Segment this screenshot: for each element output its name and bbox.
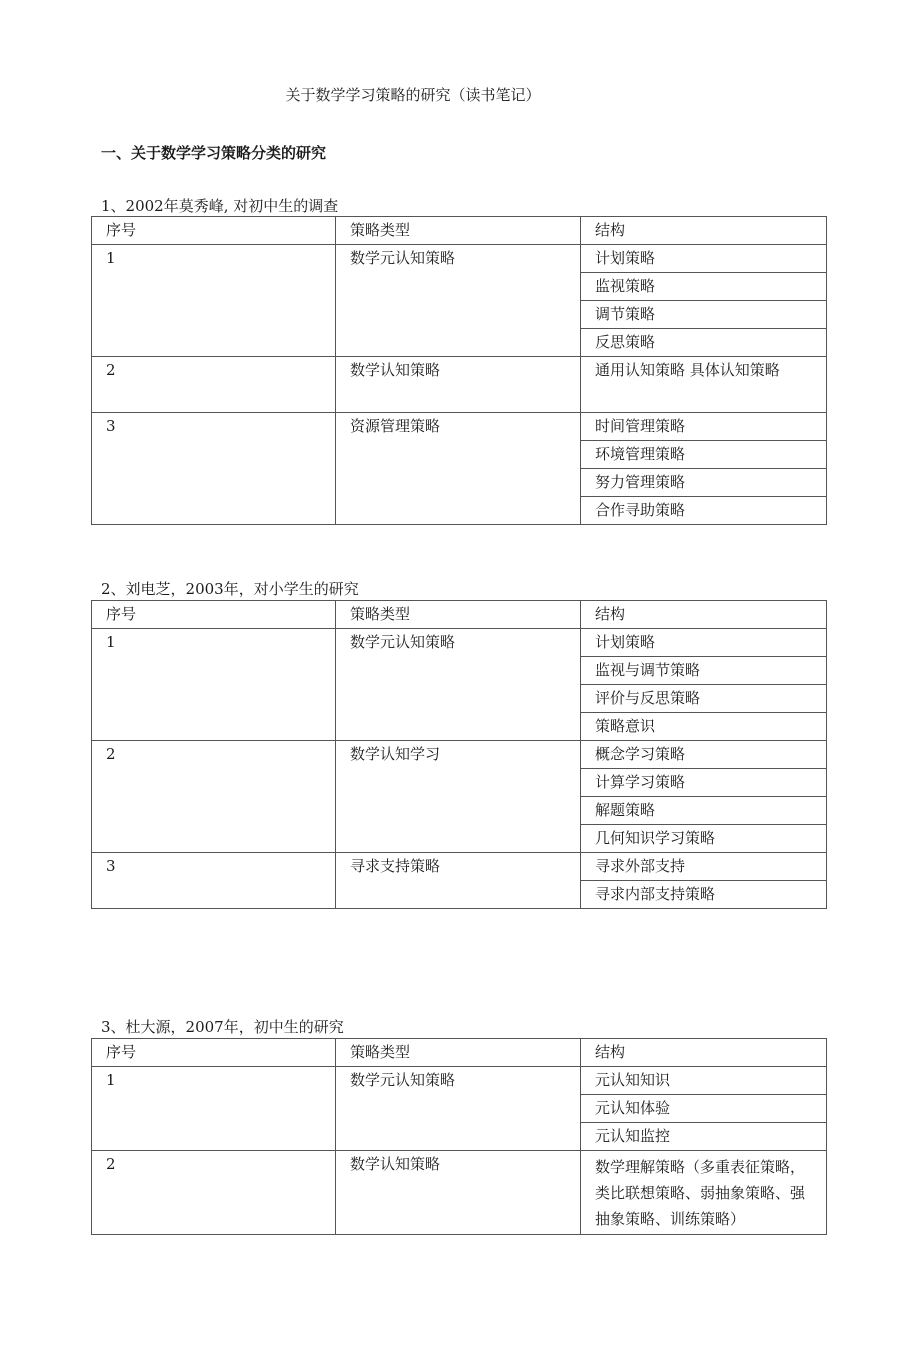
row-no: 3 <box>92 853 336 909</box>
struct-item: 评价与反思策略 <box>581 685 827 713</box>
row-no: 1 <box>92 629 336 741</box>
struct-item: 解题策略 <box>581 797 827 825</box>
table-row <box>92 1151 827 1235</box>
header-no: 序号 <box>92 1039 336 1067</box>
header-struct: 结构 <box>581 1039 827 1067</box>
struct-item: 调节策略 <box>581 301 827 329</box>
row-type: 数学认知策略 <box>336 1151 581 1235</box>
table1 <box>91 216 827 525</box>
struct-item: 计划策略 <box>581 245 827 273</box>
table-row <box>92 245 827 273</box>
row-type: 数学认知策略 <box>336 357 581 413</box>
header-struct: 结构 <box>581 601 827 629</box>
struct-item: 努力管理策略 <box>581 469 827 497</box>
table-row <box>92 1067 827 1095</box>
table2 <box>91 600 827 909</box>
row-no: 3 <box>92 413 336 525</box>
header-type: 策略类型 <box>336 601 581 629</box>
row-type: 数学认知学习 <box>336 741 581 853</box>
header-no: 序号 <box>92 217 336 245</box>
header-no: 序号 <box>92 601 336 629</box>
struct-item: 元认知体验 <box>581 1095 827 1123</box>
struct-item: 监视与调节策略 <box>581 657 827 685</box>
table1-caption: 1、2002年莫秀峰, 对初中生的调查 <box>101 197 339 215</box>
struct-item: 寻求内部支持策略 <box>581 881 827 909</box>
document-title: 关于数学学习策略的研究（读书笔记） <box>285 86 541 104</box>
struct-item: 概念学习策略 <box>581 741 827 769</box>
struct-item: 计划策略 <box>581 629 827 657</box>
struct-item: 反思策略 <box>581 329 827 357</box>
struct-item: 合作寻助策略 <box>581 497 827 525</box>
row-type: 数学元认知策略 <box>336 629 581 741</box>
struct-item: 环境管理策略 <box>581 441 827 469</box>
header-type: 策略类型 <box>336 217 581 245</box>
table-row <box>92 357 827 413</box>
table2-caption: 2、刘电芝，2003年，对小学生的研究 <box>101 580 359 598</box>
struct-item: 几何知识学习策略 <box>581 825 827 853</box>
struct-item: 计算学习策略 <box>581 769 827 797</box>
table-header-row <box>92 217 827 245</box>
header-type: 策略类型 <box>336 1039 581 1067</box>
struct-item: 策略意识 <box>581 713 827 741</box>
table-row <box>92 413 827 441</box>
header-struct: 结构 <box>581 217 827 245</box>
row-no: 1 <box>92 1067 336 1151</box>
row-no: 1 <box>92 245 336 357</box>
table3 <box>91 1038 827 1235</box>
row-type: 数学元认知策略 <box>336 1067 581 1151</box>
table3-caption: 3、杜大源，2007年，初中生的研究 <box>101 1018 344 1036</box>
row-no: 2 <box>92 357 336 413</box>
row-type: 资源管理策略 <box>336 413 581 525</box>
table-row <box>92 629 827 657</box>
struct-item: 时间管理策略 <box>581 413 827 441</box>
table-header-row <box>92 1039 827 1067</box>
table-row <box>92 741 827 769</box>
row-type: 寻求支持策略 <box>336 853 581 909</box>
struct-item: 元认知监控 <box>581 1123 827 1151</box>
row-no: 2 <box>92 741 336 853</box>
row-no: 2 <box>92 1151 336 1235</box>
section-heading: 一、关于数学学习策略分类的研究 <box>101 144 327 162</box>
struct-item: 数学理解策略（多重表征策略，类比联想策略、弱抽象策略、强抽象策略、训练策略） <box>581 1151 827 1235</box>
struct-item: 通用认知策略 具体认知策略 <box>581 357 827 413</box>
struct-item: 元认知知识 <box>581 1067 827 1095</box>
struct-item: 监视策略 <box>581 273 827 301</box>
table-row <box>92 853 827 881</box>
struct-item: 寻求外部支持 <box>581 853 827 881</box>
table-header-row <box>92 601 827 629</box>
row-type: 数学元认知策略 <box>336 245 581 357</box>
